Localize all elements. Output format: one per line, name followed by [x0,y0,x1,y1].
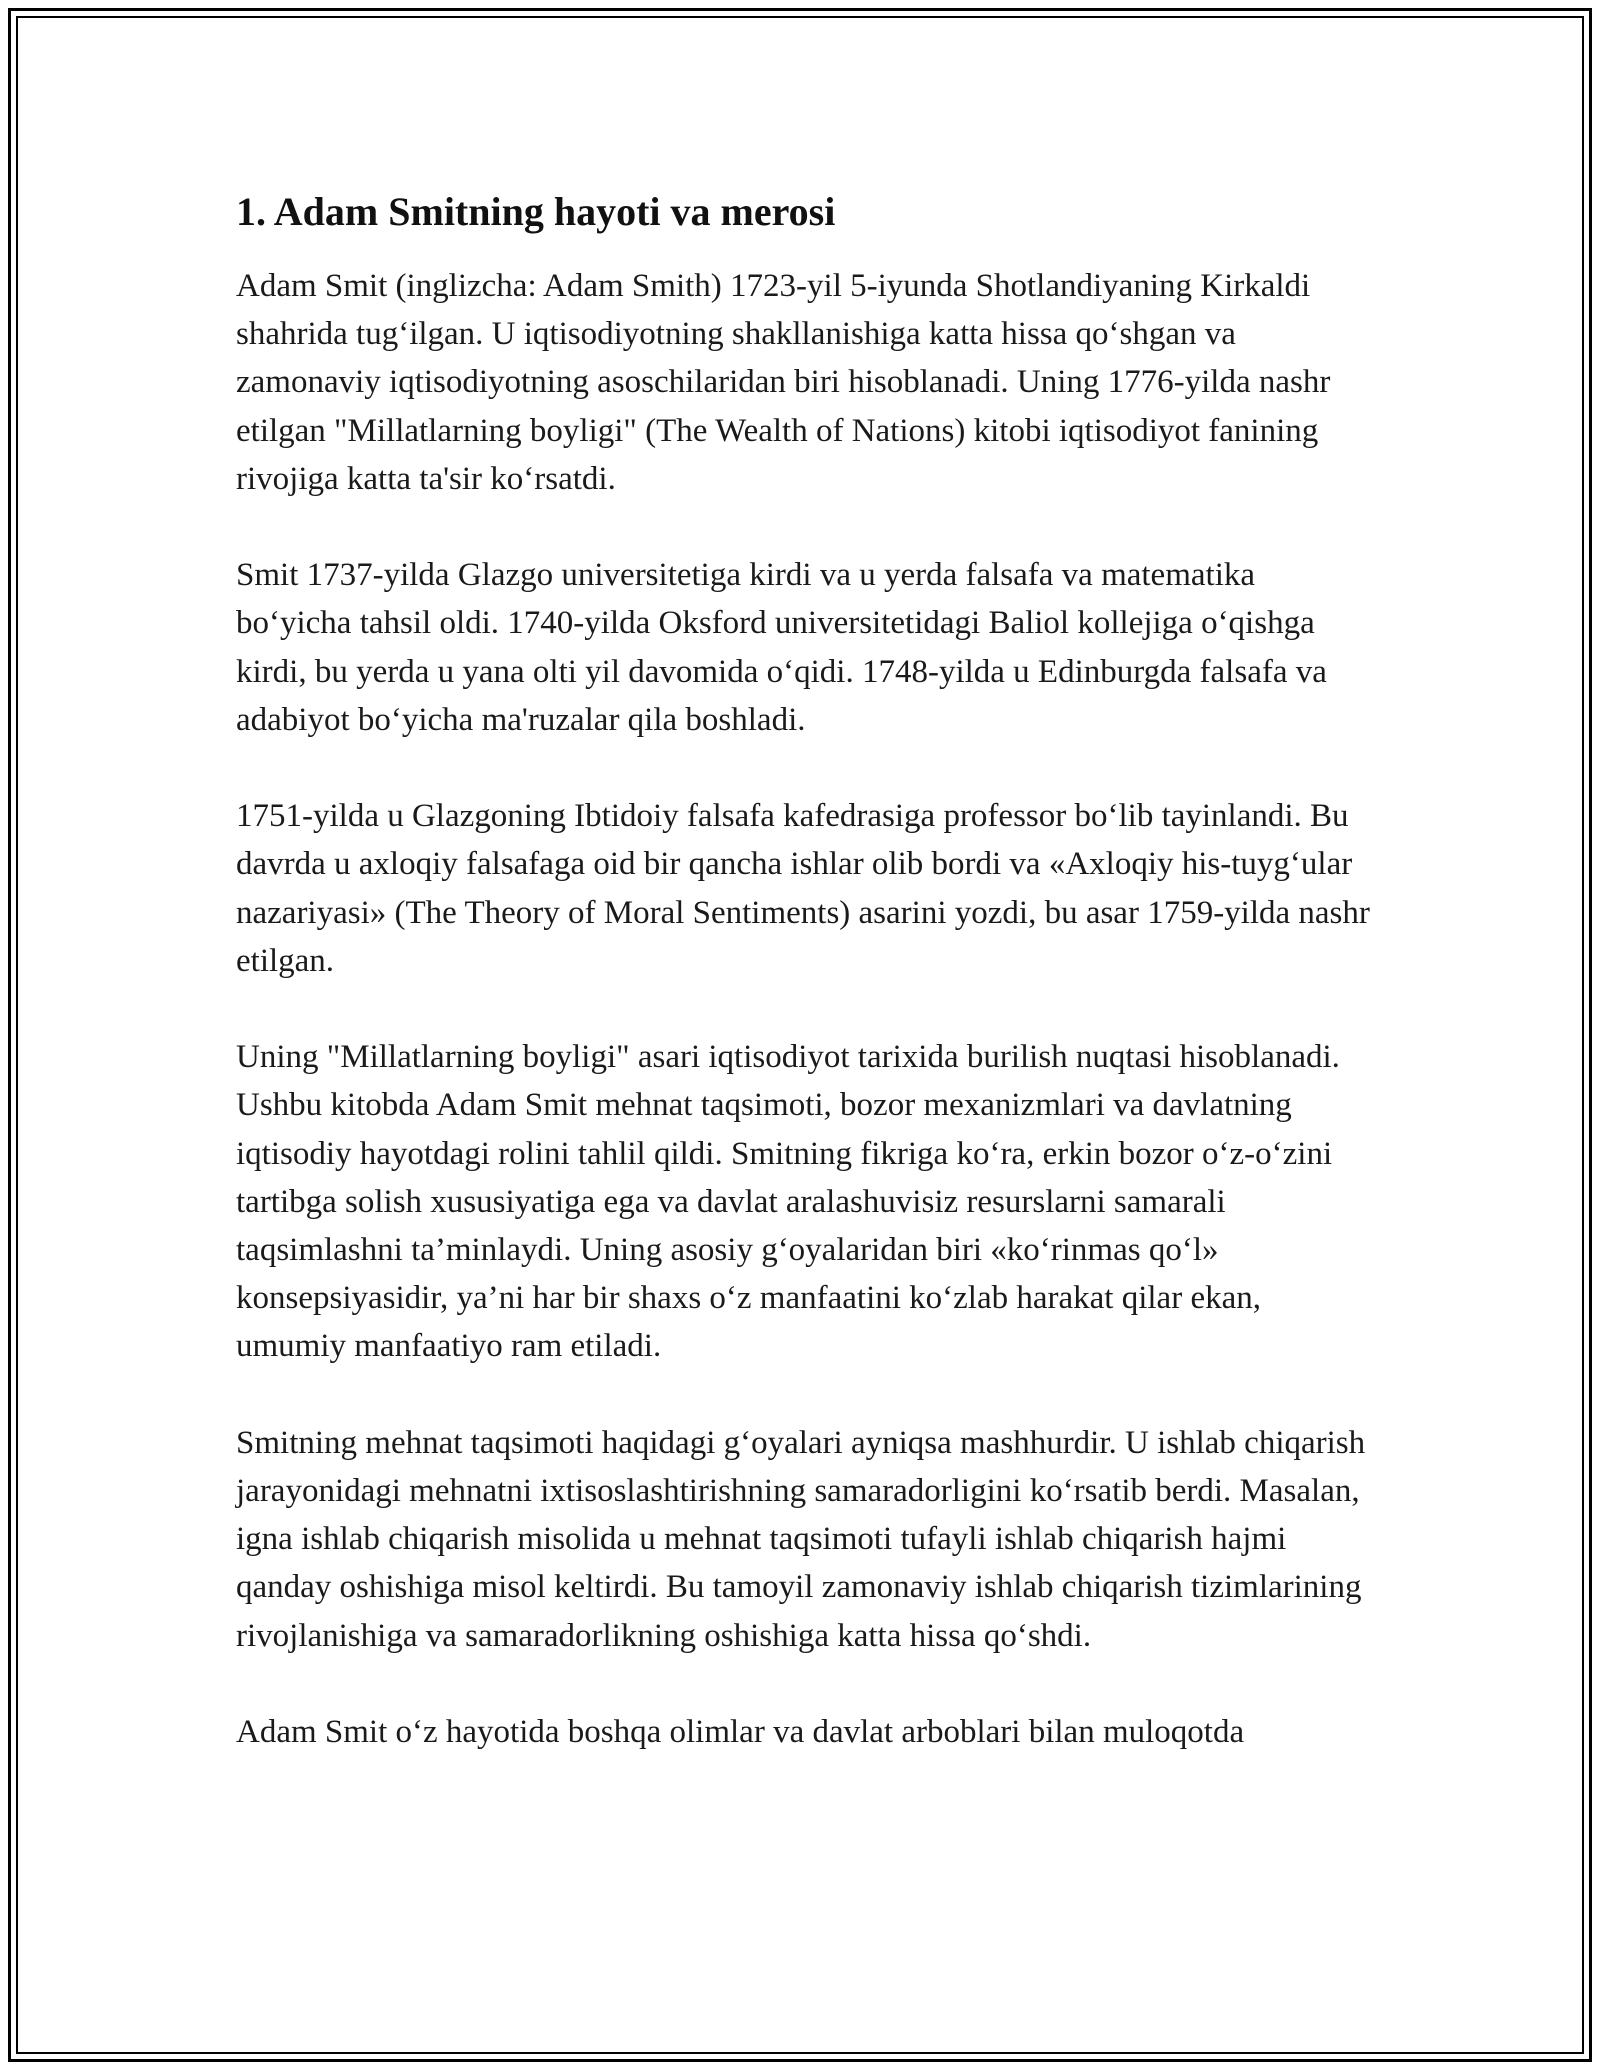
paragraph-birth: Adam Smit (inglizcha: Adam Smith) 1723-yil 5-iyunda Shotlandiyaning Kirkaldi shahrida tug‘ilgan. U iqtisodiyotning shakllanishiga katta hissa qo‘shgan va zamonaviy iqtisodiyotning asoschilaridan biri hisoblanadi. Uning 1776-yilda nashr etilgan "Millatlarning boyligi" (The Wealth of Nations) kitobi iqtisodiyot fanining rivojiga katta ta'sir ko‘rsatdi. [236,268,1331,497]
paragraph-division-of-labor: Smitning mehnat taqsimoti haqidagi g‘oyalari ayniqsa mashhurdir. U ishlab chiqarish jarayonidagi mehnatni ixtisoslashtirishning samaradorligini ko‘rsatib berdi. Masalan, igna ishlab chiqarish misolida u mehnat taqsimoti tufayli ishlab chiqarish hajmi qanday oshishiga misol keltirdi. Bu tamoyil zamonaviy ishlab chiqarish tizimlarining rivojlanishiga va samaradorlikning oshishiga katta hissa qo‘shdi. [236,1424,1366,1654]
section-title: 1. Adam Smitning hayoti va merosi [236,189,836,234]
paragraph-wealth-of-nations: Uning "Millatlarning boyligi" asari iqtisodiyot tarixida burilish nuqtasi hisoblanadi. Ushbu kitobda Adam Smit mehnat taqsimoti, bozor mexanizmlari va davlatning iqtisodiy hayotdagi rolini tahlil qildi. Smitning fikriga ko‘ra, erkin bozor o‘z-o‘zini tartibga solish xususiyatiga ega va davlat aralashuvisiz resurslarni samarali taqsimlashni ta’minlaydi. Uning asosiy g‘oyalaridan biri «ko‘rinmas qo‘l» konsepsiyasidir, ya’ni har bir shaxs o‘z manfaatini ko‘zlab harakat qilar ekan, umumiy manfaatiyo ram etiladi. [236,1039,1340,1365]
document-body [236,188,1376,1804]
paragraph-later-life: Adam Smit o‘z hayotida boshqa olimlar va davlat arboblari bilan muloqotda [236,1714,1245,1751]
paragraph-education: Smit 1737-yilda Glazgo universitetiga kirdi va u yerda falsafa va matematika bo‘yicha tahsil oldi. 1740-yilda Oksford universitetidagi Baliol kollejiga o‘qishga kirdi, bu yerda u yana olti yil davomida o‘qidi. 1748-yilda u Edinburgda falsafa va adabiyot bo‘yicha ma'ruzalar qila boshladi. [236,557,1327,738]
paragraph-professorship: 1751-yilda u Glazgoning Ibtidoiy falsafa kafedrasiga professor bo‘lib tayinlandi. Bu davrda u axloqiy falsafaga oid bir qancha ishlar olib bordi va «Axloqiy his-tuyg‘ular nazariyasi» (The Theory of Moral Sentiments) asarini yozdi, bu asar 1759-yilda nashr etilgan. [236,798,1370,979]
